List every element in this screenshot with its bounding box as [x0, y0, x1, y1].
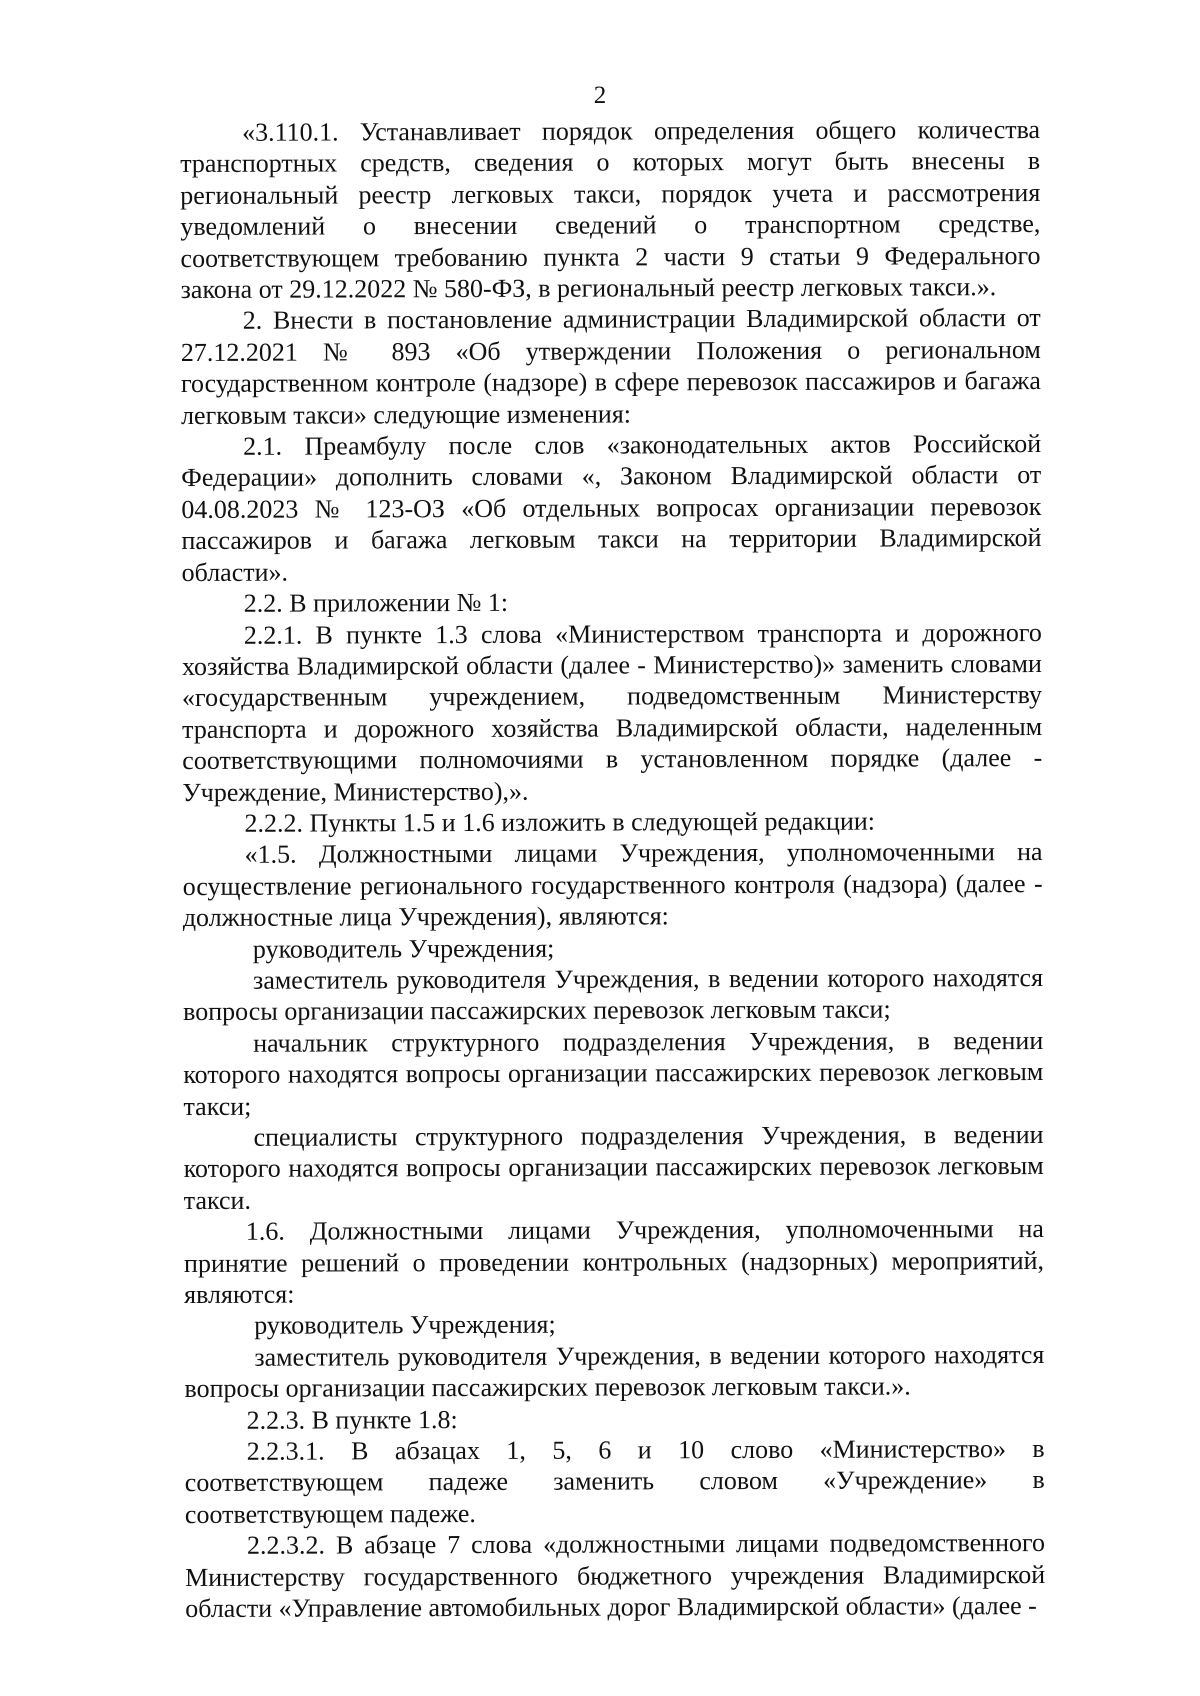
paragraph-item-2-2-3-2: 2.2.3.2. В абзаце 7 слова «должностными лицами подведомственного Министерству государственного бюджетного учреждения Владимирской области «Управление автомобильных дорог Владимирской области» (далее - [185, 1528, 1046, 1624]
page-number: 2 [593, 82, 607, 109]
paragraph-3-110-1: «3.110.1. Устанавливает порядок определения общего количества транспортных средств, сведения о которых могут быть внесены в региональный реестр легковых такси, порядок учета и рассмотрения уведомлений о внесении сведений о транспортном средстве, соответствующем требованию пункта 2 части 9 статьи 9 Федерального закона от 29.12.2022 № 580-ФЗ, в региональный реестр легковых такси.». [180, 114, 1041, 305]
paragraph-item-2-2: 2.2. В приложении № 1: [243, 587, 509, 618]
paragraph-item-1-6: 1.6. Должностными лицами Учреждения, уполномоченными на принятие решений о проведении контрольных (надзорных) мероприятий, являются: [183, 1214, 1045, 1310]
paragraph-item-2-2-3-1: 2.2.3.1. В абзацах 1, 5, 6 и 10 слово «Министерство» в соответствующем падеже заменить словом «Учреждение» в соответствующем падеже. [184, 1434, 1045, 1529]
list-item-unit-head: начальник структурного подразделения Учреждения, в ведении которого находятся вопросы организации пассажирских перевозок легковым такси; [183, 1025, 1044, 1121]
list-item-specialists: специалисты структурного подразделения Учреждения, в ведении которого находятся вопросы организации пассажирских перевозок легковым такси. [183, 1119, 1044, 1215]
list-item-deputy-head: заместитель руководителя Учреждения, в ведении которого находятся вопросы организации пассажирских перевозок легковым такси; [183, 962, 1044, 1027]
document-body [180, 114, 1045, 1624]
paragraph-item-1-5: «1.5. Должностными лицами Учреждения, уполномоченными на осуществление регионального государственного контроля (надзора) (далее - должностные лица Учреждения), являются: [182, 837, 1043, 933]
paragraph-item-2-2-2: 2.2.2. Пункты 1.5 и 1.6 изложить в следующей редакции: [244, 806, 876, 838]
paragraph-item-2-2-1: 2.2.1. В пункте 1.3 слова «Министерством транспорта и дорожного хозяйства Владимирской области (далее - Министерство)» заменить словами «государственным учреждением, подведомственным Министерству транспорта и дорожного хозяйства Владимирской области, наделенным соответствующими полномочиями в установленном порядке (далее - Учреждение, Министерство),». [181, 617, 1043, 807]
paragraph-item-2-2-3: 2.2.3. В пункте 1.8: [246, 1404, 458, 1435]
list-item-deputy-head-2: заместитель руководителя Учреждения, в ведении которого находятся вопросы организации пассажирских перевозок легковым такси.». [184, 1339, 1045, 1404]
paragraph-item-2-1: 2.1. Преамбулу после слов «законодательных актов Российской Федерации» дополнить словами «, Законом Владимирской области от 04.08.2023 № 123-ОЗ «Об отдельных вопросах организации перевозок пассажиров и багажа легковым такси на территории Владимирской области». [181, 429, 1042, 587]
list-item-head-2: руководитель Учреждения; [254, 1310, 556, 1341]
list-item-head: руководитель Учреждения; [252, 933, 555, 964]
paragraph-item-2: 2. Внести в постановление администрации Владимирской области от 27.12.2021 № 893 «Об утверждении Положения о региональном государственном контроле (надзоре) в сфере перевозок пассажиров и багажа легковым такси» следующие изменения: [180, 303, 1041, 430]
